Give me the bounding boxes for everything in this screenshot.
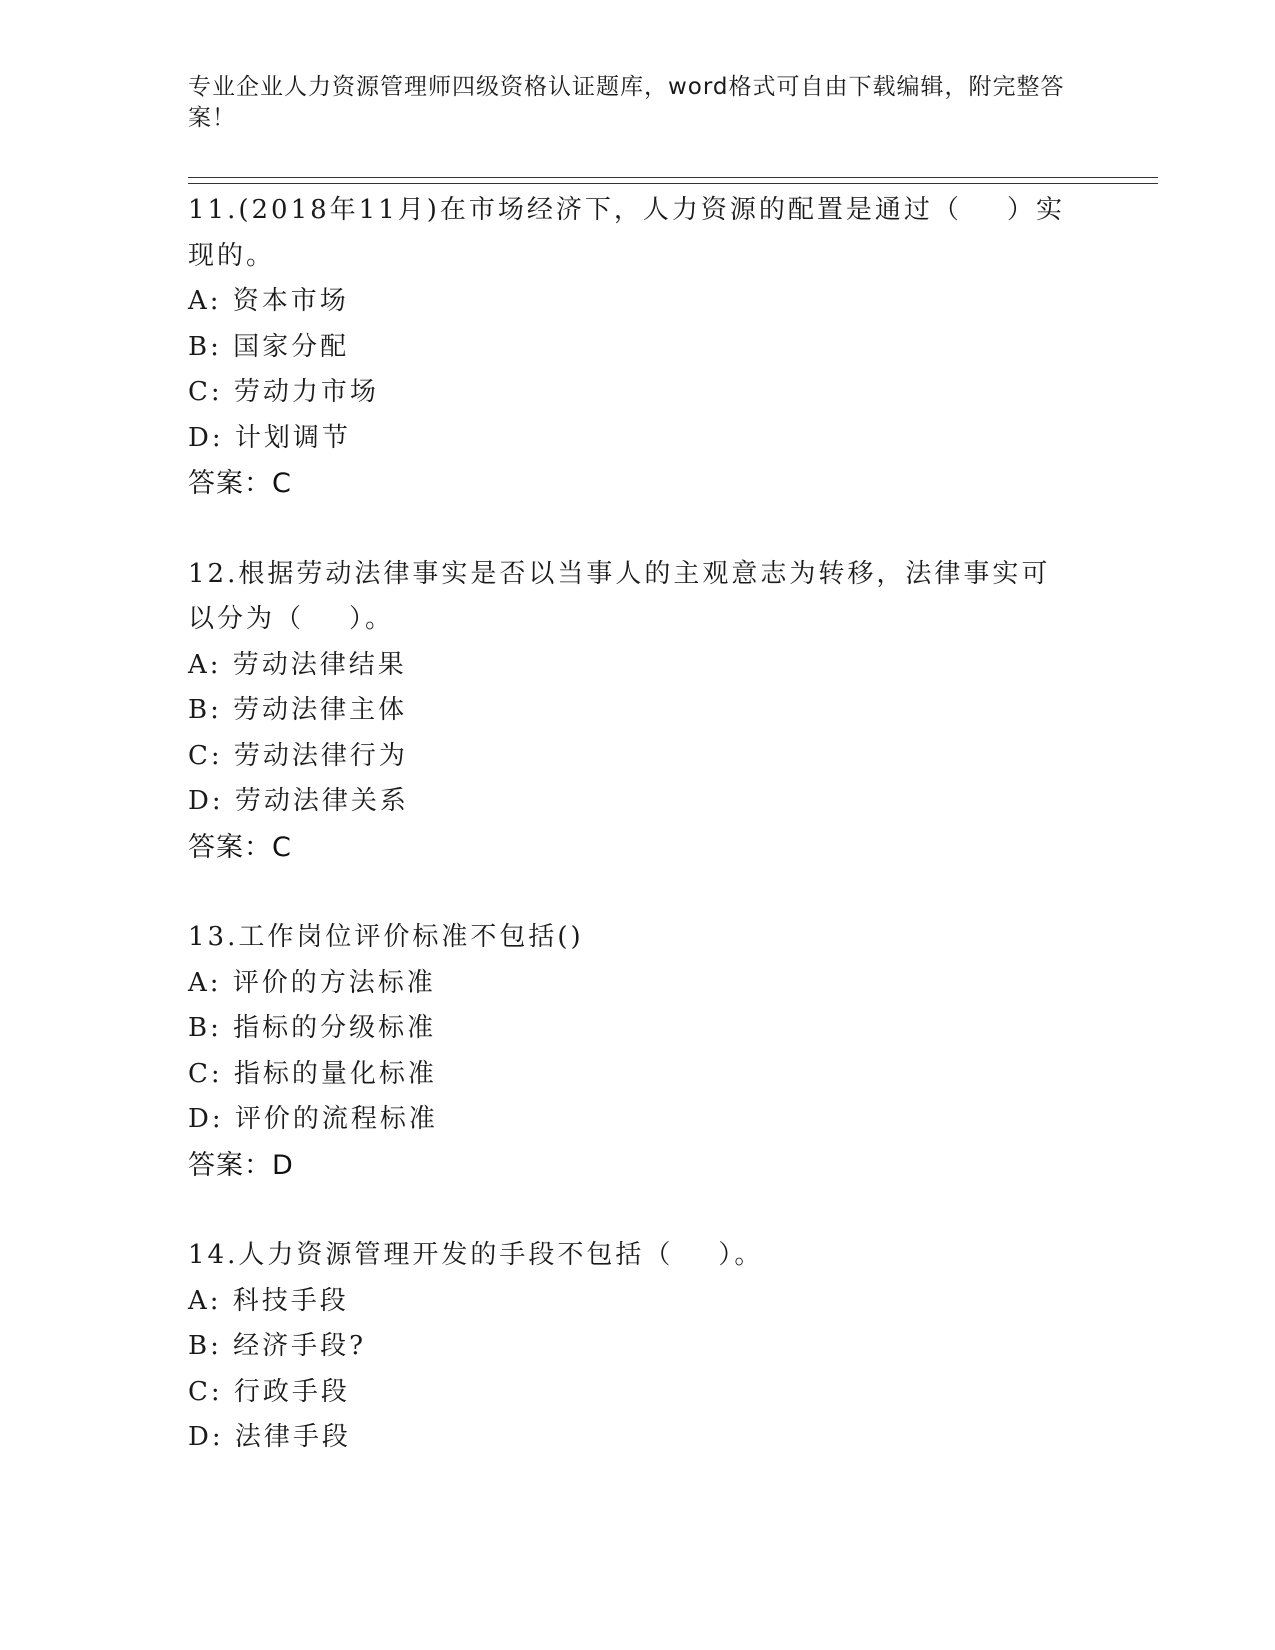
question-13 [188, 915, 1118, 1188]
answer-label: 答案：C [188, 468, 292, 499]
question-stem: 11.(2018年11月)在市场经济下，人力资源的配置是通过（ ）实现的。 [188, 195, 1065, 271]
question-12 [188, 552, 1118, 871]
question-stem: 12.根据劳动法律事实是否以当事人的主观意志为转移，法律事实可以分为（ ）。 [188, 558, 1051, 634]
option-a: A: 评价的方法标准 [188, 967, 436, 998]
option-d: D: 评价的流程标准 [188, 1104, 438, 1134]
question-stem: 13.工作岗位评价标准不包括() [188, 922, 584, 952]
option-c: C: 指标的量化标准 [188, 1058, 437, 1089]
option-d: D: 法律手段 [188, 1422, 351, 1452]
option-a: A: 劳动法律结果 [188, 649, 407, 680]
option-d: D: 劳动法律关系 [188, 786, 409, 816]
option-c: C: 劳动法律行为 [188, 740, 408, 771]
option-b: B: 指标的分级标准 [188, 1013, 437, 1043]
header-divider-top [188, 177, 1158, 178]
question-11 [188, 188, 1118, 507]
option-a: A: 资本市场 [188, 286, 349, 316]
header-divider-bottom [188, 183, 1158, 184]
answer-label: 答案：C [188, 831, 292, 863]
option-c: C: 行政手段 [188, 1376, 350, 1407]
answer-label: 答案：D [188, 1149, 294, 1181]
option-b: B: 国家分配 [188, 331, 350, 362]
option-d: D: 计划调节 [188, 422, 351, 453]
option-b: B: 经济手段? [188, 1331, 367, 1361]
option-c: C: 劳动力市场 [188, 377, 379, 407]
option-a: A: 科技手段 [188, 1285, 349, 1316]
document-header: 专业企业人力资源管理师四级资格认证题库，word格式可自由下载编辑，附完整答案！ [188, 74, 1065, 131]
option-b: B: 劳动法律主体 [188, 695, 408, 725]
question-14 [188, 1233, 1118, 1461]
question-stem: 14.人力资源管理开发的手段不包括（ ）。 [188, 1240, 764, 1270]
question-list [188, 188, 1118, 1506]
